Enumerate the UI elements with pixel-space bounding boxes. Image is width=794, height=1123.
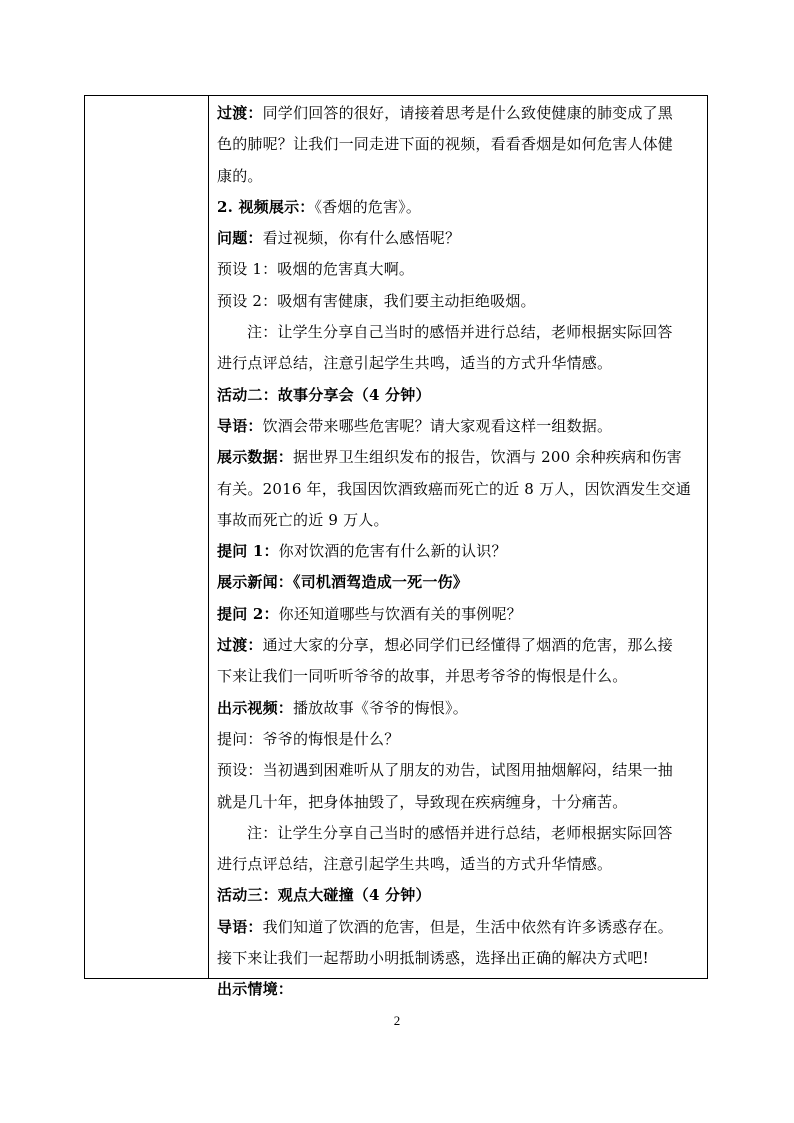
line-label: 展示数据： <box>217 448 294 467</box>
text-line <box>217 505 701 536</box>
line-text: 注：让学生分享自己当时的感悟并进行总结，老师根据实际回答 <box>247 323 673 342</box>
line-text: 下来让我们一同听听爷爷的故事，并思考爷爷的悔恨是什么。 <box>217 667 628 686</box>
line-text: 播放故事《爷爷的悔恨》。 <box>293 698 468 717</box>
line-text: 色的肺呢？让我们一同走进下面的视频，看看香烟是如何危害人体健 <box>217 135 674 154</box>
line-text: 饮酒会带来哪些危害呢？请大家观看这样一组数据。 <box>262 416 613 435</box>
text-line <box>217 880 701 911</box>
lesson-table <box>84 95 708 999</box>
line-label: 展示新闻： <box>217 573 294 592</box>
line-text: 事故而死亡的近 9 万人。 <box>217 510 389 529</box>
line-text: 提问：爷爷的悔恨是什么？ <box>217 729 400 748</box>
line-label: 活动三：观点大碰撞（4 分钟） <box>217 886 431 905</box>
text-line <box>217 536 701 567</box>
text-line <box>217 442 701 473</box>
text-line <box>217 755 701 786</box>
text-line <box>217 98 701 129</box>
line-text: 同学们回答的很好，请接着思考是什么致使健康的肺变成了黑 <box>262 104 674 122</box>
text-line <box>217 630 701 661</box>
line-text: 《香烟的危害》。 <box>314 197 422 216</box>
line-text: 预设 1：吸烟的危害真大啊。 <box>217 260 415 279</box>
table-right-cell <box>209 96 707 999</box>
text-line <box>217 317 701 348</box>
table-left-cell <box>85 96 209 978</box>
line-text: 就是几十年，把身体抽毁了，导致现在疾病缠身，十分痛苦。 <box>217 792 628 811</box>
text-line <box>217 223 701 254</box>
line-label: 提问 1： <box>217 542 279 561</box>
text-line <box>217 380 701 411</box>
line-text: 注：让学生分享自己当时的感悟并进行总结，老师根据实际回答 <box>247 823 673 842</box>
line-text: 你对饮酒的危害有什么新的认识？ <box>278 542 507 561</box>
text-line <box>217 849 701 880</box>
text-line <box>217 567 701 598</box>
text-line <box>217 192 701 223</box>
text-line <box>217 254 701 285</box>
line-label: 过渡： <box>217 104 263 122</box>
line-text: 我们知道了饮酒的危害，但是，生活中依然有许多诱惑存在。 <box>262 917 674 936</box>
line-label: 提问 2： <box>217 604 279 623</box>
line-text: 《司机酒驾造成一死一伤》 <box>293 573 468 592</box>
line-label: 问题： <box>217 229 263 248</box>
text-line <box>217 661 701 692</box>
text-line <box>217 286 701 317</box>
text-line <box>217 599 701 630</box>
text-line <box>217 693 701 724</box>
text-line <box>217 129 701 160</box>
line-text: 据世界卫生组织发布的报告，饮酒与 200 余种疾病和伤害 <box>293 448 682 467</box>
line-text: 看过视频，你有什么感悟呢？ <box>262 229 461 248</box>
line-text: 你还知道哪些与饮酒有关的事例呢？ <box>278 604 522 623</box>
line-label: 活动二：故事分享会（4 分钟） <box>217 385 431 404</box>
text-line <box>217 474 701 505</box>
line-text: 预设 2：吸烟有害健康，我们要主动拒绝吸烟。 <box>217 291 536 310</box>
line-text: 接下来让我们一起帮助小明抵制诱惑，选择出正确的解决方式吧! <box>217 949 649 968</box>
text-line <box>217 912 701 943</box>
line-text: 通过大家的分享，想必同学们已经懂得了烟酒的危害，那么接 <box>262 636 674 655</box>
text-line <box>217 724 701 755</box>
text-line <box>217 818 701 849</box>
text-line <box>217 943 701 974</box>
line-label: 出示情境： <box>217 980 294 999</box>
text-line <box>217 974 701 1005</box>
line-label: 2. 视频展示： <box>217 197 315 216</box>
line-label: 出示视频： <box>217 698 294 717</box>
line-text: 进行点评总结，注意引起学生共鸣，适当的方式升华情感。 <box>217 354 613 373</box>
line-text: 进行点评总结，注意引起学生共鸣，适当的方式升华情感。 <box>217 855 613 874</box>
text-line <box>217 411 701 442</box>
text-line <box>217 348 701 379</box>
line-label: 过渡： <box>217 636 263 655</box>
line-text: 康的。 <box>217 166 263 185</box>
text-line <box>217 787 701 818</box>
line-label: 导语： <box>217 416 263 435</box>
line-text: 有关。2016 年，我国因饮酒致癌而死亡的近 8 万人，因饮酒发生交通 <box>217 479 692 498</box>
text-line <box>217 161 701 192</box>
page-number: 2 <box>393 1013 401 1028</box>
line-label: 导语： <box>217 917 263 936</box>
line-text: 预设：当初遇到困难听从了朋友的劝告，试图用抽烟解闷，结果一抽 <box>217 761 674 780</box>
